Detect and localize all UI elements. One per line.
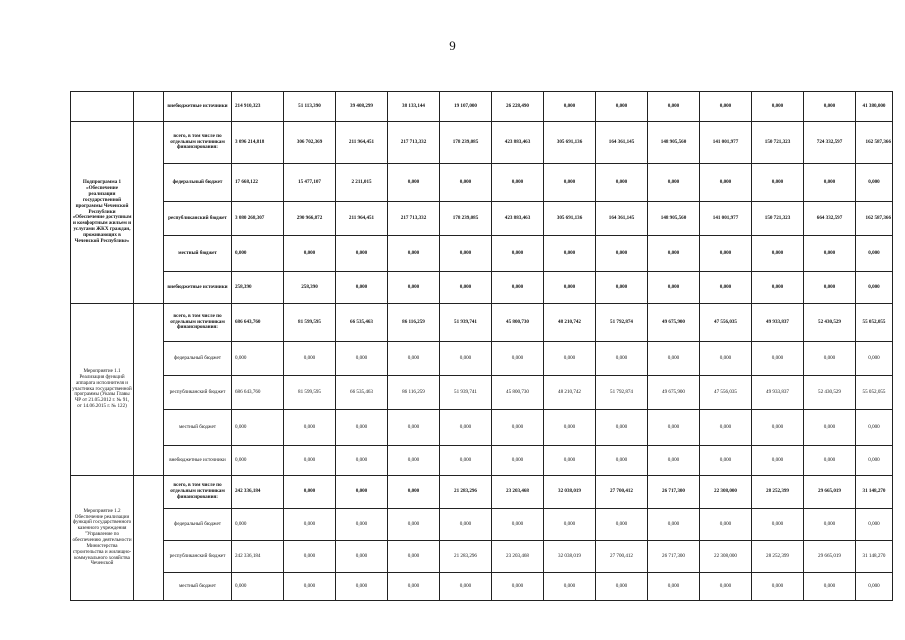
table-row <box>71 202 893 236</box>
amount-cell: 0,000 <box>596 573 648 601</box>
amount-cell: 0,000 <box>492 272 544 304</box>
amount-cell: 178 239,085 <box>440 202 492 236</box>
amount-cell: 45 800,730 <box>492 376 544 410</box>
amount-cell: 0,000 <box>544 92 596 122</box>
amount-cell: 28 252,399 <box>752 541 804 573</box>
amount-cell: 0,000 <box>804 92 856 122</box>
amount-cell: 164 361,145 <box>596 202 648 236</box>
amount-cell: 3 080 268,307 <box>232 202 284 236</box>
program-name-cell: Мероприятие 1.1 Реализация функций аппарата исполнителя и участника государственной программы (Указы Главы ЧР от 21.05.2012 г. № 91, от 14.06.2015 г. № 122) <box>71 304 134 476</box>
amount-cell: 217 713,332 <box>388 122 440 164</box>
amount-cell: 0,000 <box>648 272 700 304</box>
funding-source-cell: местный бюджет <box>164 573 232 601</box>
amount-cell: 86 116,259 <box>388 376 440 410</box>
amount-cell: 0,000 <box>388 446 440 476</box>
amount-cell: 32 038,019 <box>544 476 596 509</box>
amount-cell: 26 717,300 <box>648 541 700 573</box>
amount-cell: 0,000 <box>648 509 700 541</box>
amount-cell: 29 665,019 <box>804 541 856 573</box>
amount-cell: 0,000 <box>336 342 388 376</box>
amount-cell: 45 800,730 <box>492 304 544 342</box>
amount-cell: 217 713,332 <box>388 202 440 236</box>
amount-cell: 48 210,742 <box>544 376 596 410</box>
amount-cell: 41 380,000 <box>856 92 893 122</box>
funding-source-cell: внебюджетные источники <box>164 446 232 476</box>
amount-cell: 23 203,468 <box>492 476 544 509</box>
amount-cell: 81 599,595 <box>284 304 336 342</box>
amount-cell: 0,000 <box>752 272 804 304</box>
program-name-cell <box>71 92 134 122</box>
amount-cell: 0,000 <box>336 541 388 573</box>
amount-cell: 0,000 <box>440 342 492 376</box>
amount-cell: 23 203,468 <box>492 541 544 573</box>
amount-cell: 55 052,055 <box>856 376 893 410</box>
amount-cell: 0,000 <box>804 573 856 601</box>
amount-cell: 0,000 <box>492 509 544 541</box>
amount-cell: 242 336,184 <box>232 541 284 573</box>
amount-cell: 0,000 <box>336 272 388 304</box>
amount-cell: 214 910,323 <box>232 92 284 122</box>
amount-cell: 0,000 <box>232 342 284 376</box>
amount-cell: 0,000 <box>856 342 893 376</box>
amount-cell: 22 308,000 <box>700 541 752 573</box>
table-row <box>71 122 893 164</box>
amount-cell: 0,000 <box>388 509 440 541</box>
amount-cell: 0,000 <box>700 92 752 122</box>
amount-cell: 47 556,035 <box>700 376 752 410</box>
amount-cell: 0,000 <box>284 573 336 601</box>
amount-cell: 164 361,145 <box>596 122 648 164</box>
amount-cell: 0,000 <box>596 446 648 476</box>
amount-cell: 305 691,136 <box>544 202 596 236</box>
amount-cell: 26 228,490 <box>492 92 544 122</box>
amount-cell: 21 283,296 <box>440 476 492 509</box>
program-name-cell: Подпрограмма 1 «Обеспечение реализации государственной программы Чеченской Республики «Обеспечение доступным и комфортным жильем и услугами ЖКХ граждан, проживающих в Чеченской Республике» <box>71 122 134 304</box>
amount-cell: 0,000 <box>388 573 440 601</box>
amount-cell: 19 107,000 <box>440 92 492 122</box>
amount-cell: 0,000 <box>544 342 596 376</box>
amount-cell: 0,000 <box>700 573 752 601</box>
table-row <box>71 410 893 446</box>
amount-cell: 0,000 <box>700 410 752 446</box>
amount-cell: 81 599,595 <box>284 376 336 410</box>
amount-cell: 0,000 <box>752 573 804 601</box>
amount-cell: 0,000 <box>596 272 648 304</box>
amount-cell: 0,000 <box>284 476 336 509</box>
amount-cell: 0,000 <box>440 236 492 272</box>
amount-cell: 0,000 <box>492 410 544 446</box>
amount-cell: 0,000 <box>596 410 648 446</box>
table-row <box>71 304 893 342</box>
amount-cell: 0,000 <box>700 342 752 376</box>
amount-cell: 2 211,015 <box>336 164 388 202</box>
amount-cell: 0,000 <box>648 92 700 122</box>
amount-cell: 0,000 <box>336 446 388 476</box>
funding-source-cell: всего, в том числе по отдельным источникам финансирования: <box>164 476 232 509</box>
amount-cell: 0,000 <box>648 410 700 446</box>
amount-cell: 0,000 <box>804 164 856 202</box>
amount-cell: 0,000 <box>544 410 596 446</box>
amount-cell: 0,000 <box>700 164 752 202</box>
amount-cell: 0,000 <box>388 476 440 509</box>
amount-cell: 0,000 <box>752 410 804 446</box>
executor-cell <box>134 122 164 304</box>
amount-cell: 49 675,900 <box>648 304 700 342</box>
executor-cell <box>134 476 164 601</box>
amount-cell: 0,000 <box>856 573 893 601</box>
financing-table <box>70 91 893 601</box>
amount-cell: 51 792,874 <box>596 376 648 410</box>
amount-cell: 242 336,184 <box>232 476 284 509</box>
amount-cell: 26 717,300 <box>648 476 700 509</box>
funding-source-cell: федеральный бюджет <box>164 509 232 541</box>
executor-cell <box>134 304 164 476</box>
amount-cell: 22 308,000 <box>700 476 752 509</box>
amount-cell: 0,000 <box>440 164 492 202</box>
amount-cell: 0,000 <box>648 164 700 202</box>
amount-cell: 0,000 <box>232 446 284 476</box>
amount-cell: 0,000 <box>856 509 893 541</box>
amount-cell: 0,000 <box>856 410 893 446</box>
amount-cell: 290 966,872 <box>284 202 336 236</box>
amount-cell: 31 148,270 <box>856 476 893 509</box>
amount-cell: 0,000 <box>232 573 284 601</box>
program-name-cell: Мероприятие 1.2 Обеспечение реализации функций государственного казенного учреждения "Управление по обеспечению деятельности Министерства строительства и жилищно-коммунального хозяйства Чеченской <box>71 476 134 601</box>
amount-cell: 0,000 <box>648 573 700 601</box>
amount-cell: 32 038,019 <box>544 541 596 573</box>
amount-cell: 162 587,366 <box>856 122 893 164</box>
amount-cell: 0,000 <box>596 164 648 202</box>
amount-cell: 0,000 <box>544 446 596 476</box>
amount-cell: 0,000 <box>284 541 336 573</box>
amount-cell: 52 430,529 <box>804 376 856 410</box>
amount-cell: 28 252,399 <box>752 476 804 509</box>
amount-cell: 686 643,760 <box>232 376 284 410</box>
financing-table-body <box>71 92 893 601</box>
amount-cell: 0,000 <box>752 236 804 272</box>
amount-cell: 66 535,463 <box>336 376 388 410</box>
amount-cell: 0,000 <box>232 236 284 272</box>
amount-cell: 724 332,597 <box>804 122 856 164</box>
amount-cell: 0,000 <box>596 509 648 541</box>
amount-cell: 0,000 <box>388 164 440 202</box>
amount-cell: 21 283,296 <box>440 541 492 573</box>
amount-cell: 39 408,299 <box>336 92 388 122</box>
amount-cell: 0,000 <box>648 342 700 376</box>
amount-cell: 0,000 <box>544 272 596 304</box>
amount-cell: 258,390 <box>284 272 336 304</box>
amount-cell: 27 700,412 <box>596 541 648 573</box>
amount-cell: 0,000 <box>440 272 492 304</box>
amount-cell: 0,000 <box>284 236 336 272</box>
amount-cell: 0,000 <box>856 272 893 304</box>
amount-cell: 0,000 <box>544 236 596 272</box>
amount-cell: 0,000 <box>752 509 804 541</box>
amount-cell: 0,000 <box>648 236 700 272</box>
amount-cell: 27 700,412 <box>596 476 648 509</box>
amount-cell: 51 939,741 <box>440 376 492 410</box>
amount-cell: 0,000 <box>544 164 596 202</box>
amount-cell: 51 113,390 <box>284 92 336 122</box>
amount-cell: 150 721,323 <box>752 122 804 164</box>
amount-cell: 148 905,560 <box>648 122 700 164</box>
amount-cell: 51 939,741 <box>440 304 492 342</box>
amount-cell: 0,000 <box>440 573 492 601</box>
amount-cell: 162 587,366 <box>856 202 893 236</box>
funding-source-cell: федеральный бюджет <box>164 342 232 376</box>
amount-cell: 0,000 <box>804 272 856 304</box>
funding-source-cell: республиканский бюджет <box>164 202 232 236</box>
amount-cell: 0,000 <box>336 410 388 446</box>
amount-cell: 0,000 <box>388 541 440 573</box>
executor-cell <box>134 92 164 122</box>
amount-cell: 0,000 <box>700 446 752 476</box>
table-row <box>71 272 893 304</box>
table-row <box>71 446 893 476</box>
amount-cell: 48 210,742 <box>544 304 596 342</box>
amount-cell: 664 332,597 <box>804 202 856 236</box>
amount-cell: 0,000 <box>440 410 492 446</box>
amount-cell: 0,000 <box>336 476 388 509</box>
amount-cell: 15 477,107 <box>284 164 336 202</box>
amount-cell: 141 001,977 <box>700 202 752 236</box>
funding-source-cell: всего, в том числе по отдельным источникам финансирования: <box>164 304 232 342</box>
amount-cell: 0,000 <box>804 410 856 446</box>
amount-cell: 0,000 <box>700 236 752 272</box>
table-row <box>71 376 893 410</box>
amount-cell: 0,000 <box>856 164 893 202</box>
amount-cell: 306 702,369 <box>284 122 336 164</box>
amount-cell: 52 430,529 <box>804 304 856 342</box>
amount-cell: 0,000 <box>388 236 440 272</box>
amount-cell: 0,000 <box>596 92 648 122</box>
amount-cell: 0,000 <box>440 446 492 476</box>
amount-cell: 0,000 <box>336 236 388 272</box>
amount-cell: 0,000 <box>596 342 648 376</box>
amount-cell: 0,000 <box>284 446 336 476</box>
amount-cell: 141 001,977 <box>700 122 752 164</box>
amount-cell: 0,000 <box>752 342 804 376</box>
funding-source-cell: местный бюджет <box>164 236 232 272</box>
amount-cell: 0,000 <box>700 509 752 541</box>
amount-cell: 0,000 <box>232 509 284 541</box>
amount-cell: 0,000 <box>388 342 440 376</box>
funding-source-cell: федеральный бюджет <box>164 164 232 202</box>
amount-cell: 49 933,837 <box>752 376 804 410</box>
amount-cell: 0,000 <box>388 272 440 304</box>
amount-cell: 0,000 <box>648 446 700 476</box>
amount-cell: 0,000 <box>752 164 804 202</box>
amount-cell: 0,000 <box>700 272 752 304</box>
table-row <box>71 92 893 122</box>
amount-cell: 0,000 <box>492 573 544 601</box>
amount-cell: 0,000 <box>804 509 856 541</box>
amount-cell: 0,000 <box>492 342 544 376</box>
amount-cell: 49 933,837 <box>752 304 804 342</box>
page-number: 9 <box>449 38 456 53</box>
amount-cell: 0,000 <box>856 236 893 272</box>
amount-cell: 178 239,085 <box>440 122 492 164</box>
amount-cell: 0,000 <box>752 446 804 476</box>
amount-cell: 0,000 <box>492 446 544 476</box>
funding-source-cell: республиканский бюджет <box>164 376 232 410</box>
amount-cell: 3 096 214,818 <box>232 122 284 164</box>
amount-cell: 0,000 <box>284 410 336 446</box>
amount-cell: 423 883,463 <box>492 202 544 236</box>
table-row <box>71 236 893 272</box>
amount-cell: 31 148,270 <box>856 541 893 573</box>
amount-cell: 0,000 <box>336 573 388 601</box>
table-row <box>71 573 893 601</box>
amount-cell: 86 116,259 <box>388 304 440 342</box>
amount-cell: 211 964,451 <box>336 122 388 164</box>
amount-cell: 0,000 <box>492 164 544 202</box>
amount-cell: 0,000 <box>596 236 648 272</box>
amount-cell: 55 052,055 <box>856 304 893 342</box>
table-row <box>71 476 893 509</box>
funding-source-cell: местный бюджет <box>164 410 232 446</box>
amount-cell: 0,000 <box>752 92 804 122</box>
amount-cell: 51 792,874 <box>596 304 648 342</box>
amount-cell: 66 535,463 <box>336 304 388 342</box>
amount-cell: 211 964,451 <box>336 202 388 236</box>
amount-cell: 0,000 <box>284 342 336 376</box>
amount-cell: 686 643,760 <box>232 304 284 342</box>
amount-cell: 148 905,560 <box>648 202 700 236</box>
amount-cell: 0,000 <box>440 509 492 541</box>
amount-cell: 0,000 <box>856 446 893 476</box>
amount-cell: 0,000 <box>336 509 388 541</box>
table-row <box>71 164 893 202</box>
funding-source-cell: всего, в том числе по отдельным источникам финансирования: <box>164 122 232 164</box>
amount-cell: 150 721,323 <box>752 202 804 236</box>
amount-cell: 423 883,463 <box>492 122 544 164</box>
amount-cell: 49 675,900 <box>648 376 700 410</box>
table-row <box>71 541 893 573</box>
amount-cell: 17 668,122 <box>232 164 284 202</box>
funding-source-cell: республиканский бюджет <box>164 541 232 573</box>
amount-cell: 258,390 <box>232 272 284 304</box>
table-row <box>71 342 893 376</box>
funding-source-cell: внебюджетные источники <box>164 272 232 304</box>
amount-cell: 0,000 <box>388 410 440 446</box>
amount-cell: 0,000 <box>804 342 856 376</box>
amount-cell: 0,000 <box>804 446 856 476</box>
table-row <box>71 509 893 541</box>
amount-cell: 0,000 <box>544 509 596 541</box>
amount-cell: 47 556,035 <box>700 304 752 342</box>
amount-cell: 0,000 <box>544 573 596 601</box>
amount-cell: 0,000 <box>284 509 336 541</box>
amount-cell: 305 691,136 <box>544 122 596 164</box>
amount-cell: 0,000 <box>492 236 544 272</box>
amount-cell: 0,000 <box>804 236 856 272</box>
funding-source-cell: внебюджетные источники <box>164 92 232 122</box>
amount-cell: 0,000 <box>232 410 284 446</box>
amount-cell: 29 665,019 <box>804 476 856 509</box>
amount-cell: 38 133,144 <box>388 92 440 122</box>
